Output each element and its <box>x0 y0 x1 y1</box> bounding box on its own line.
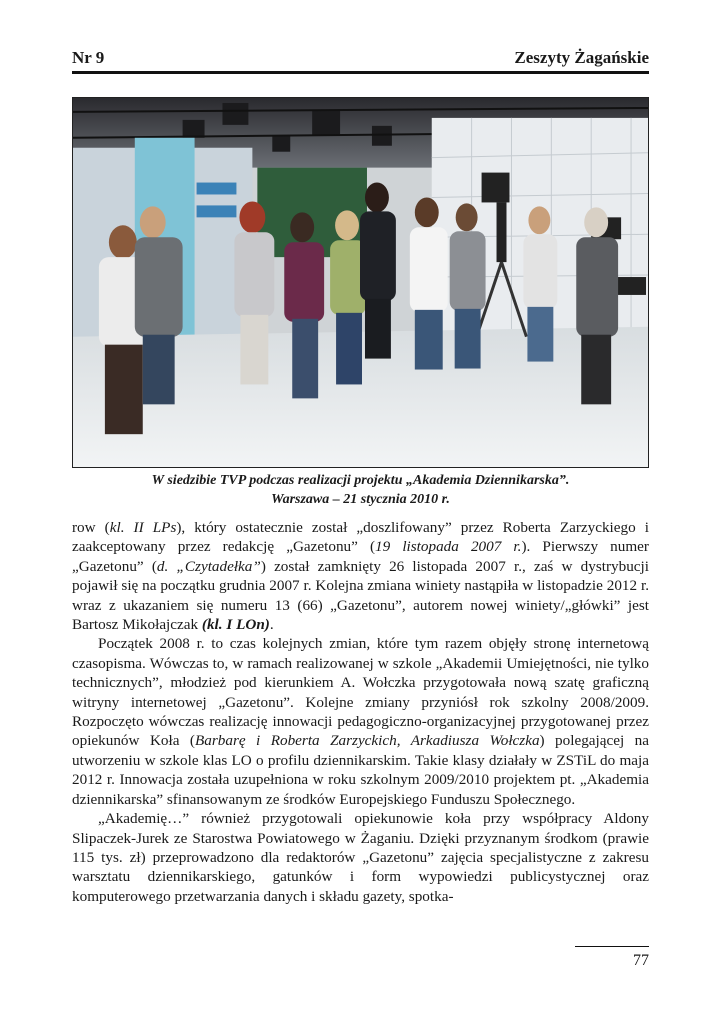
tv-studio-photo <box>72 97 649 468</box>
text-run-bold-italic: (kl. I LOn) <box>201 616 270 634</box>
paragraph-2 <box>72 634 649 809</box>
text-run-italic: kl. II LPs <box>109 519 177 536</box>
article-body <box>72 518 649 906</box>
text-run-italic: 19 listopada 2007 r. <box>375 538 522 556</box>
journal-title: Zeszyty Żagańskie <box>514 48 649 67</box>
figure-caption <box>72 471 649 509</box>
footer-rule <box>575 946 649 947</box>
text-run: ) został zamknięty 26 listopada 2007 r., zaś w dystrybucji pojawił się na początku grudnia 2007 r. Kolejna zmiana winiety nastąpiła w listopadzie 2012 r. wraz z ukazaniem się numeru 13 (66) „Gazetonu”, autorem nowej winiety/„główki” jest Bartosz Mikołajczak <box>72 557 649 634</box>
text-run: ) polegającej na utworzeniu w szkole klas LO o profilu dziennikarskim. Takie klasy działały w ZSTiL do maja 2012 r. Innowacja została uzupełniona w roku szkolnym 2009/2010 projektem pt. „Akademia dziennikarska” sfinansowanym ze środków Europejskiego Funduszu Społecznego. <box>72 732 649 808</box>
text-run-italic: d. „Czytadełka” <box>156 557 261 575</box>
text-run-italic: Barbarę i Roberta Zarzyckich, Arkadiusza Wołczka <box>194 732 540 750</box>
text-run: row ( <box>72 519 110 536</box>
text-run: . <box>269 616 274 634</box>
caption-line-1: W siedzibie TVP podczas realizacji projektu „Akademia Dziennikarska”. <box>151 473 570 488</box>
text-run: Początek 2008 r. to czas kolejnych zmian, które tym razem objęły stronę internetową czasopisma. Wówczas to, w ramach realizowanej w szkole „Akademii Umiejętności, nie tylko technicznych”, młodzież pod kierunkiem A. Wołczka przygotowała nową szatę graficzną witryny internetowej „Gazetonu”. Kolejne zmiany przyniósł rok szkolny 2008/2009. Rozpoczęto wówczas realizację innowacji pedagogiczno-organizacyjnej przygotowanej przez opiekunów Koła ( <box>72 635 649 750</box>
header-rule <box>72 71 649 74</box>
text-run: ), który ostatecznie został „doszlifowany” przez Roberta Zarzyckiego i zaakceptowany przez redakcję „Gazetonu” ( <box>72 519 649 556</box>
paragraph-3 <box>72 809 649 906</box>
running-header <box>72 48 649 72</box>
paragraph-1 <box>72 518 649 634</box>
issue-number: Nr 9 <box>72 48 105 67</box>
caption-line-2: Warszawa – 21 stycznia 2010 r. <box>271 492 450 507</box>
photo-illustration <box>73 98 648 467</box>
text-run: „Akademię…” również przygotowali opiekunowie koła przy współpracy Aldony Slipaczek-Jurek ze Starostwa Powiatowego w Żaganiu. Dzięki przyznanym środkom (prawie 115 tys. zł) przeprowadzono dla redaktorów „Gazetonu” zajęcia specjalistyczne z zakresu warsztatu dziennikarskiego, gatunków i form wypowiedzi publicystycznej oraz komputerowego przetwarzania danych i składu gazety, spotka- <box>72 810 649 905</box>
text-run: ). Pierwszy numer „Gazetonu” ( <box>72 538 649 575</box>
page-number: 77 <box>633 952 649 969</box>
